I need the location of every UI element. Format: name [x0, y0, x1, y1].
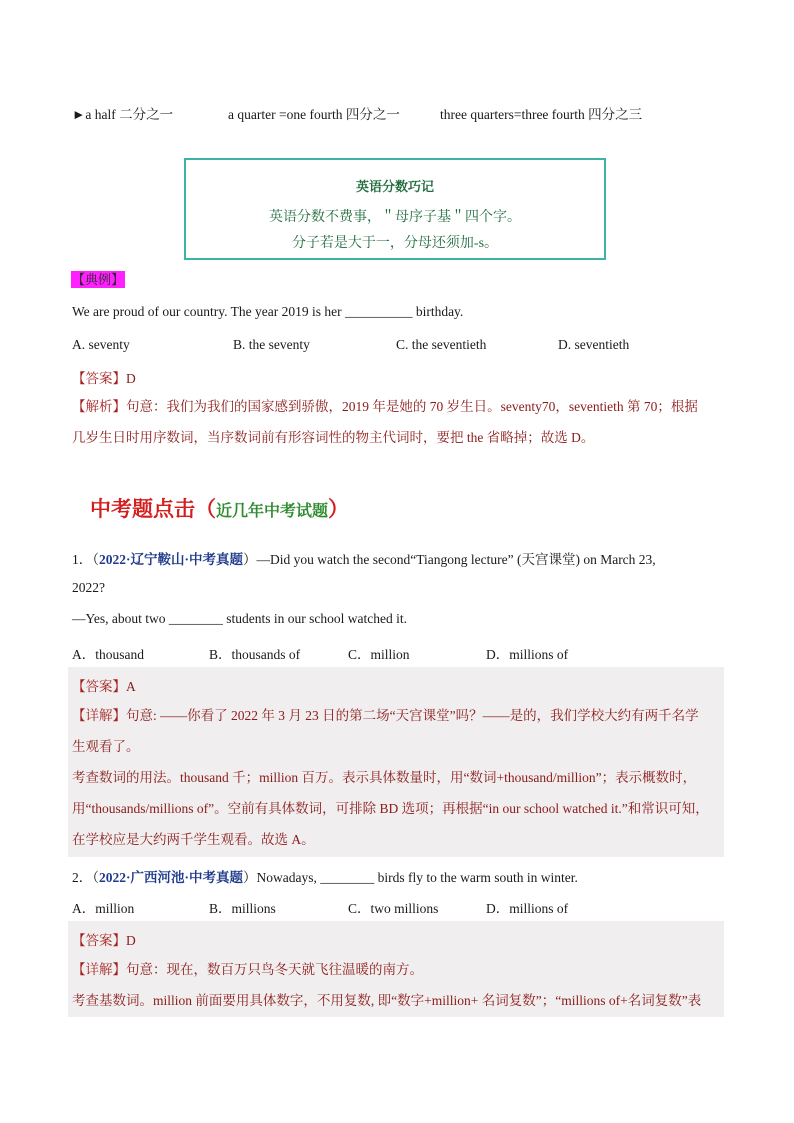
q1-source: 2022·辽宁鞍山·中考真题 [99, 552, 244, 567]
q1-detail-line-1: 句意: ——你看了 2022 年 3 月 23 日的第二场“天宫课堂”吗？——是的，我们学校大约有两千名学 [126, 708, 699, 723]
q1-detail-line-2: 生观看了。 [72, 739, 140, 754]
q1-detail-line-5: 在学校应是大约两千学生观看。故选 A。 [72, 832, 315, 847]
example-option-d: D. seventieth [558, 337, 630, 352]
fraction-quarter: a quarter =one fourth 四分之一 [228, 107, 400, 122]
answer-label: 【答案】 [72, 371, 126, 386]
section-open-paren: （ [195, 497, 216, 521]
example-tag: 【典例】 [72, 272, 125, 287]
mnemonic-line-1: 英语分数不费事，＂母序子基＂四个字。 [269, 210, 521, 225]
analysis-label: 【解析】 [72, 399, 126, 414]
q1-stem-text: ）—Did you watch the second“Tiangong lecture” (天宫课堂) on March 23, [243, 552, 656, 567]
q2-answer-value: D [126, 933, 136, 948]
q1-option-c: C．million [348, 647, 410, 662]
q2-option-b: B．millions [209, 901, 276, 916]
q2-option-d: D．millions of [486, 901, 569, 916]
q1-answer-value: A [126, 679, 136, 694]
q2-stem-text: ）Nowadays, ________ birds fly to the warm south in winter. [243, 870, 578, 885]
q2-source: 2022·广西河池·中考真题 [99, 870, 244, 885]
q1-stem-line-1 [72, 548, 656, 568]
mnemonic-box [184, 158, 606, 260]
fraction-three-quarters: three quarters=three fourth 四分之三 [440, 107, 643, 122]
section-title [90, 493, 349, 523]
q1-number: 1．（ [72, 552, 99, 567]
example-option-c: C. the seventieth [396, 337, 487, 352]
q2-number: 2．（ [72, 870, 99, 885]
q2-detail-line-1: 句意：现在，数百万只鸟冬天就飞往温暖的南方。 [126, 962, 423, 977]
q2-stem [72, 866, 578, 886]
analysis-line-2: 几岁生日时用序数词，当序数词前有形容词性的物主代词时，要把 the 省略掉；故选 D。 [72, 430, 595, 445]
q2-answer-label: 【答案】 [72, 933, 126, 948]
q2-option-a: A．million [72, 901, 135, 916]
mnemonic-title: 英语分数巧记 [355, 179, 434, 194]
answer-value: D [126, 371, 136, 386]
analysis-line-1: 句意：我们为我们的国家感到骄傲，2019 年是她的 70 岁生日。seventy70，seventieth 第 70；根据 [126, 399, 698, 414]
q1-stem-line-2: 2022? [72, 580, 105, 595]
q2-option-c: C．two millions [348, 901, 439, 916]
q2-answer [72, 929, 136, 949]
q1-option-d: D．millions of [486, 647, 569, 662]
q1-reply: —Yes, about two ________ students in our school watched it. [72, 611, 407, 626]
q1-detail-line-4: 用“thousands/millions of”。空前有具体数词，可排除 BD 选项；再根据“in our school watched it.”和常识可知， [72, 801, 709, 816]
q1-option-b: B．thousands of [209, 647, 301, 662]
q1-detail-label: 【详解】 [72, 708, 126, 723]
fraction-half: ►a half 二分之一 [72, 107, 174, 122]
example-analysis [72, 391, 724, 453]
section-subtitle: 近几年中考试题 [216, 501, 329, 520]
section-close-paren: ） [328, 497, 350, 521]
q2-detail [72, 954, 724, 1016]
section-title-main: 中考题点击 [90, 497, 195, 521]
q1-option-a: A．thousand [72, 647, 144, 662]
q2-detail-line-2: 考查基数词。million 前面要用具体数字，不用复数, 即“数字+million+ 名词复数”；“millions of+名词复数”表 [72, 993, 702, 1008]
mnemonic-line-2: 分子若是大于一，分母还须加-s。 [291, 236, 499, 251]
example-question: We are proud of our country. The year 2019 is her __________ birthday. [72, 304, 464, 319]
q1-answer [72, 675, 136, 695]
example-answer [72, 367, 136, 387]
q2-detail-label: 【详解】 [72, 962, 126, 977]
q1-detail [72, 700, 724, 855]
q1-detail-line-3: 考查数词的用法。thousand 千；million 百万。表示具体数量时，用“数词+thousand/million”；表示概数时， [72, 770, 697, 785]
example-option-b: B. the seventy [233, 337, 310, 352]
q1-answer-label: 【答案】 [72, 679, 126, 694]
example-option-a: A. seventy [72, 337, 130, 352]
